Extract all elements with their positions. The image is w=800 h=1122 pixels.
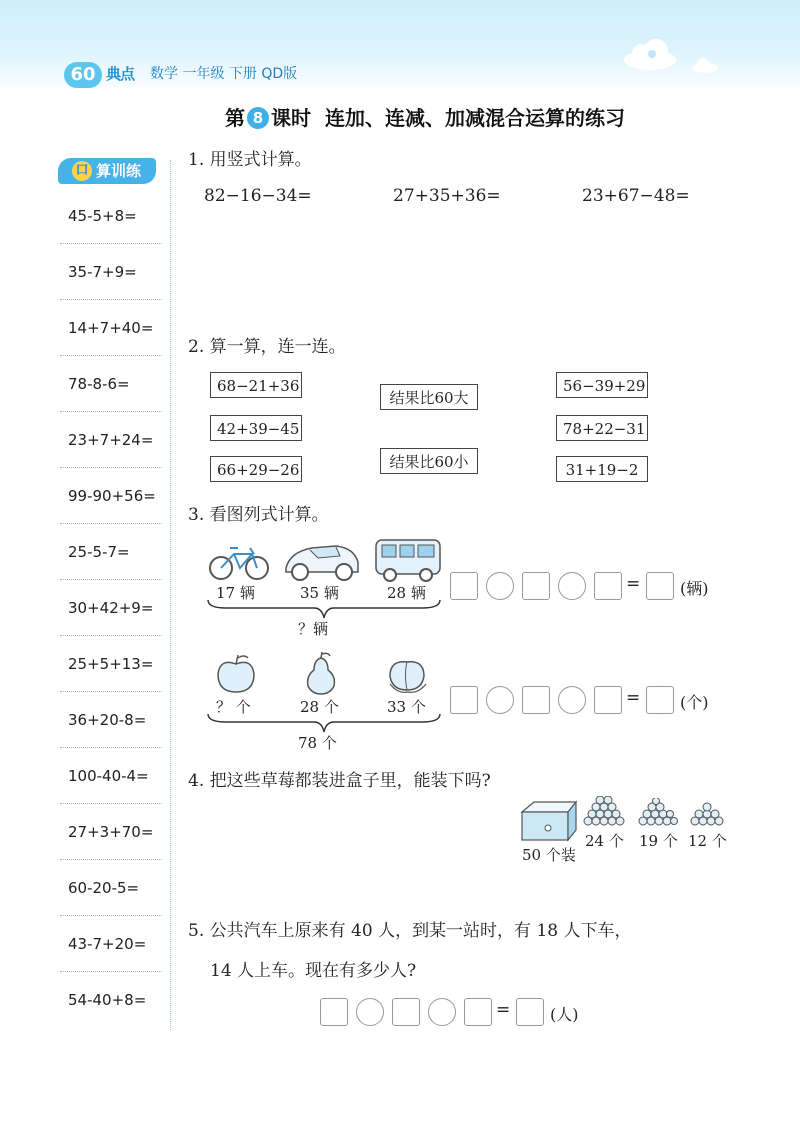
oral-item: 54-40+8= bbox=[68, 991, 147, 1009]
q2-left-expr[interactable]: 68−21+36 bbox=[210, 372, 302, 398]
q4-title: 4. 把这些草莓都装进盒子里，能装下吗? bbox=[188, 771, 491, 791]
oral-item: 14+7+40= bbox=[60, 300, 162, 356]
q1-item: 27+35+36= bbox=[393, 186, 501, 206]
answer-box[interactable] bbox=[594, 572, 622, 600]
lesson-prefix: 第 bbox=[225, 106, 245, 130]
oral-item: 25-5-7= bbox=[60, 524, 162, 580]
vehicle-label: 17 辆 bbox=[216, 584, 255, 602]
q2-right-expr[interactable]: 78+22−31 bbox=[556, 415, 648, 441]
box-capacity-label: 50 个装 bbox=[522, 846, 576, 864]
brace-icon bbox=[206, 712, 442, 734]
vehicle-total-label: ？辆 bbox=[298, 620, 329, 638]
q2-left-expr[interactable]: 66+29−26 bbox=[210, 456, 302, 482]
cloud-icon bbox=[690, 56, 720, 74]
pile-label: 19 个 bbox=[639, 832, 678, 850]
pear-icon bbox=[308, 652, 335, 694]
q2-title: 2. 算一算，连一连。 bbox=[188, 337, 346, 357]
banner-label: 算训练 bbox=[96, 162, 142, 180]
strawberry-pile-icon bbox=[690, 802, 726, 826]
lesson-title bbox=[0, 102, 800, 131]
fruit-label: ？ 个 bbox=[216, 698, 251, 716]
peach-icon bbox=[390, 662, 426, 693]
operator-circle[interactable] bbox=[558, 686, 586, 714]
race-car-icon bbox=[286, 546, 358, 580]
answer-box[interactable] bbox=[646, 572, 674, 600]
q3-title: 3. 看图列式计算。 bbox=[188, 505, 329, 525]
answer-box[interactable] bbox=[464, 998, 492, 1026]
answer-box[interactable] bbox=[450, 686, 478, 714]
strawberry-pile-icon bbox=[638, 798, 678, 826]
fruit-total-label: 78 个 bbox=[298, 734, 337, 752]
fruit-label: 28 个 bbox=[300, 698, 339, 716]
q2-result-lt60[interactable]: 结果比60小 bbox=[380, 448, 478, 474]
bicycle-icon bbox=[208, 540, 270, 582]
pile-label: 24 个 bbox=[585, 832, 624, 850]
q2-left-expr[interactable]: 42+39−45 bbox=[210, 415, 302, 441]
q1-title: 1. 用竖式计算。 bbox=[188, 150, 312, 170]
operator-circle[interactable] bbox=[428, 998, 456, 1026]
unit-label: (辆) bbox=[680, 579, 709, 598]
answer-box[interactable] bbox=[594, 686, 622, 714]
operator-circle[interactable] bbox=[486, 572, 514, 600]
cloud-icon bbox=[620, 38, 680, 72]
pile-label: 12 个 bbox=[688, 832, 727, 850]
fruit-label: 33 个 bbox=[387, 698, 426, 716]
oral-item: 25+5+13= bbox=[60, 636, 162, 692]
oral-item: 100-40-4= bbox=[60, 748, 162, 804]
lesson-suffix: 课时 bbox=[271, 106, 311, 130]
sidebar-divider bbox=[170, 160, 171, 1030]
answer-box[interactable] bbox=[516, 998, 544, 1026]
page-number: 60 bbox=[64, 62, 102, 88]
oral-item: 35-7+9= bbox=[60, 244, 162, 300]
oral-item: 30+42+9= bbox=[60, 580, 162, 636]
q2-right-expr[interactable]: 56−39+29 bbox=[556, 372, 648, 398]
brand-text: 典点 bbox=[106, 65, 135, 83]
operator-circle[interactable] bbox=[356, 998, 384, 1026]
unit-label: (人) bbox=[550, 1005, 579, 1024]
oral-item: 27+3+70= bbox=[60, 804, 162, 860]
unit-label: (个) bbox=[680, 693, 709, 712]
operator-circle[interactable] bbox=[558, 572, 586, 600]
answer-box[interactable] bbox=[450, 572, 478, 600]
banner-mark: 口 bbox=[72, 161, 92, 181]
answer-box[interactable] bbox=[522, 572, 550, 600]
lesson-topic: 连加、连减、加减混合运算的练习 bbox=[325, 106, 625, 130]
oral-item: 45-5+8= bbox=[60, 188, 162, 244]
equals-sign: = bbox=[626, 574, 641, 594]
bus-icon bbox=[376, 540, 440, 581]
q2-right-expr[interactable]: 31+19−2 bbox=[556, 456, 648, 482]
brand-logo bbox=[106, 63, 134, 85]
oral-item: 78-8-6= bbox=[60, 356, 162, 412]
brace-icon bbox=[206, 598, 442, 620]
equals-sign: = bbox=[496, 1000, 511, 1020]
oral-item: 36+20-8= bbox=[60, 692, 162, 748]
answer-box[interactable] bbox=[320, 998, 348, 1026]
answer-box[interactable] bbox=[392, 998, 420, 1026]
book-title: 数学 一年级 下册 QD版 bbox=[150, 66, 298, 82]
answer-box[interactable] bbox=[522, 686, 550, 714]
q5-line1: 5. 公共汽车上原来有 40 人，到某一站时，有 18 人下车， bbox=[188, 921, 632, 941]
vehicle-label: 28 辆 bbox=[387, 584, 426, 602]
oral-item: 23+7+24= bbox=[60, 412, 162, 468]
box-icon bbox=[518, 800, 580, 842]
q5-line2: 14 人上车。现在有多少人? bbox=[210, 961, 417, 981]
operator-circle[interactable] bbox=[486, 686, 514, 714]
vehicle-label: 35 辆 bbox=[300, 584, 339, 602]
q2-result-gt60[interactable]: 结果比60大 bbox=[380, 384, 478, 410]
oral-item: 43-7+20= bbox=[60, 916, 162, 972]
apple-icon bbox=[218, 655, 254, 692]
strawberry-pile-icon bbox=[582, 796, 626, 826]
equals-sign: = bbox=[626, 688, 641, 708]
oral-item: 60-20-5= bbox=[60, 860, 162, 916]
oral-training-banner bbox=[58, 158, 156, 184]
q1-item: 82−16−34= bbox=[204, 186, 312, 206]
q1-item: 23+67−48= bbox=[582, 186, 690, 206]
lesson-number-badge: 8 bbox=[247, 107, 269, 129]
oral-item: 99-90+56= bbox=[60, 468, 162, 524]
answer-box[interactable] bbox=[646, 686, 674, 714]
